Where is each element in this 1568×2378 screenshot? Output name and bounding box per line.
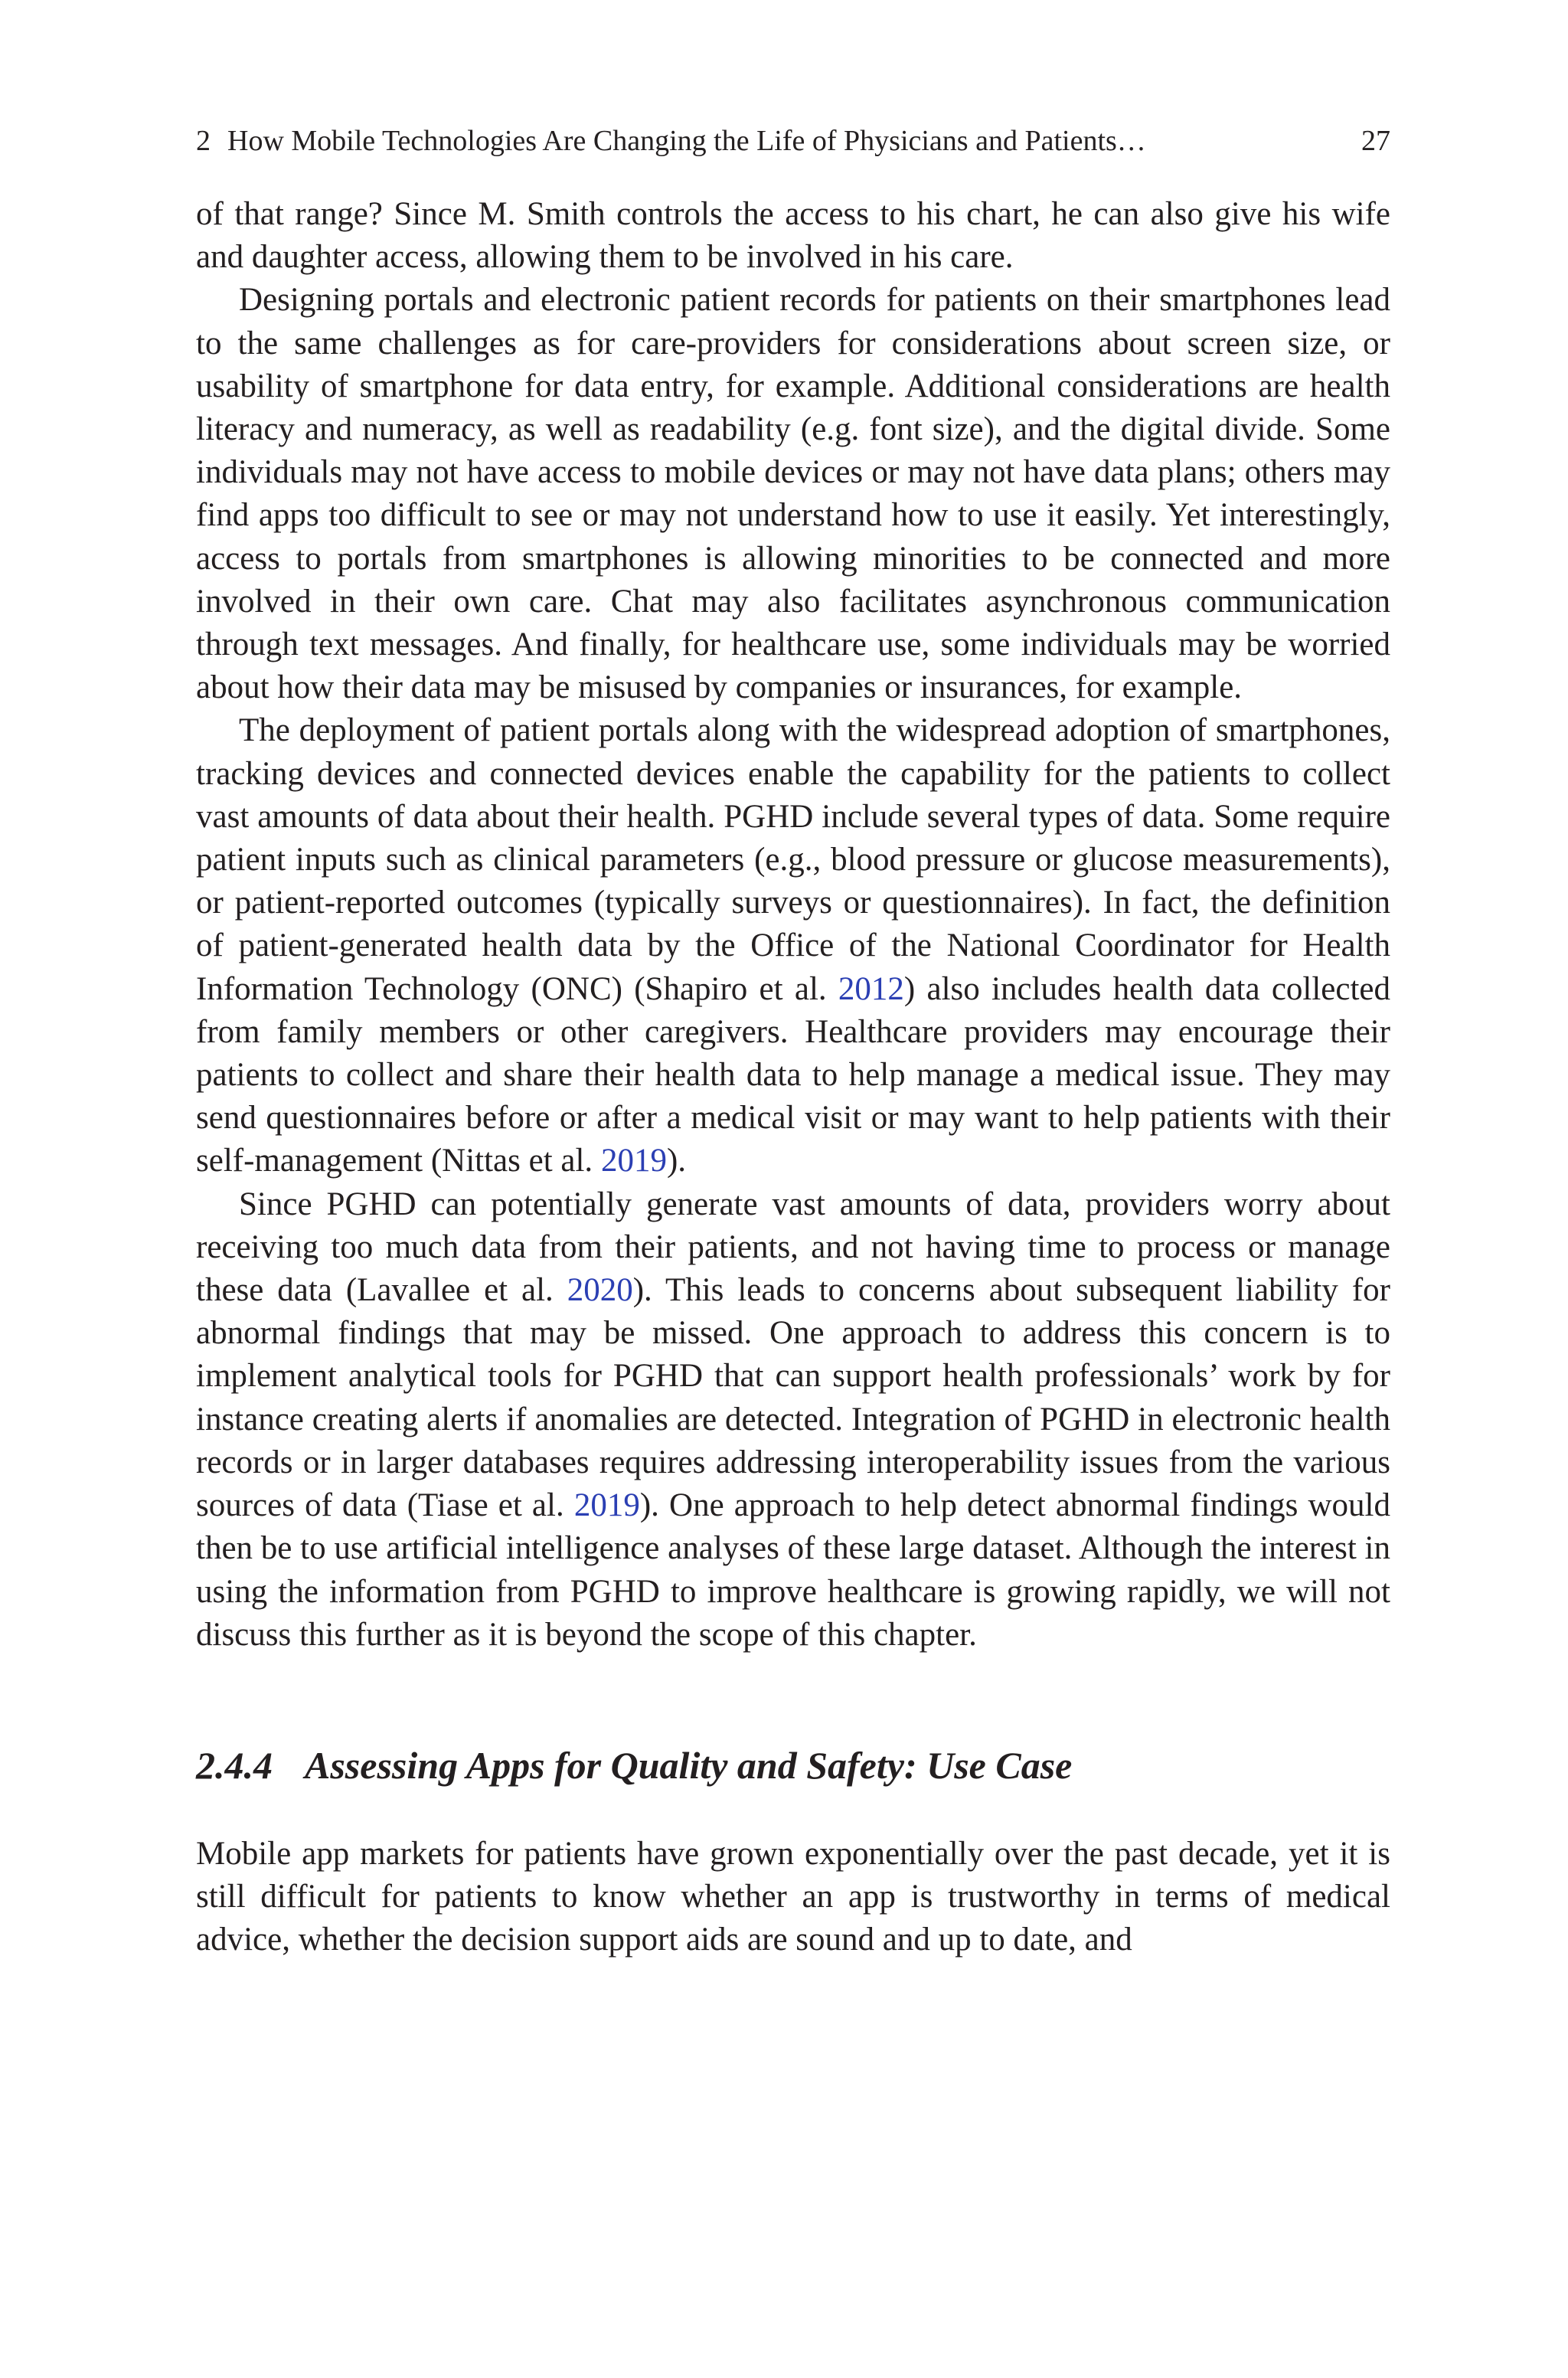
section-heading [196, 1741, 1390, 1790]
section-title: Assessing Apps for Quality and Safety: Use Case [305, 1743, 1073, 1787]
citation-link-shapiro-2012[interactable]: 2012 [838, 970, 904, 1007]
text-segment: ) also includes health data collected from family members or other caregivers. Healthcare providers may encourage their patients to collect and share their health data to help manage a medical issue. They may send questionnaires before or after a medical visit or may want to help patients with their self-management (Nittas et al. [196, 970, 1390, 1179]
chapter-number: 2 [196, 125, 211, 157]
running-head [196, 123, 1390, 159]
text-segment: ). One approach to help detect abnormal findings would then be to use artificial intelligence analyses of these large dataset. Although the interest in using the information from PGHD to improve healthcare is growing rapidly, we will not discuss this further as it is beyond the scope of this chapter. [196, 1487, 1390, 1653]
citation-link-lavallee-2020[interactable]: 2020 [567, 1272, 633, 1309]
paragraph-portals-design: Designing portals and electronic patient records for patients on their smartphones lead to the same challenges as for care-providers for considerations about screen size, or usability of smartphone for data entry, for example. Additional considerations are health literacy and numeracy, as well as readability (e.g. font size), and the digital divide. Some individuals may not have access to mobile devices or may not have data plans; others may find apps too difficult to see or may not understand how to use it easily. Yet interestingly, access to portals from smartphones is allowing minorities to be connected and more involved in their own care. Chat may also facilitates asynchronous communication through text messages. And finally, for healthcare use, some individuals may be worried about how their data may be misused by companies or insurances, for example. [196, 282, 1390, 706]
paragraph-pghd-deployment [196, 709, 1390, 1182]
citation-link-nittas-2019[interactable]: 2019 [600, 1143, 667, 1179]
text-segment: The deployment of patient portals along with the widespread adoption of smartphones, tracking devices and connected devices enable the capability for the patients to collect vast amounts of data about their health. PGHD include several types of data. Some require patient inputs such as clinical parameters (e.g., blood pressure or glucose measurements), or patient-reported outcomes (typically surveys or questionnaires). In fact, the definition of patient-generated health data by the Office of the National Coordinator for Health Information Technology (ONC) (Shapiro et al. [196, 712, 1390, 1007]
page [196, 123, 1390, 1962]
paragraph-pghd-concerns [196, 1183, 1390, 1657]
text-segment: ). This leads to concerns about subsequent liability for abnormal findings that may be missed. One approach to address this concern is to implement analytical tools for PGHD that can support health professionals’ work by for instance creating alerts if anomalies are detected. Integration of PGHD in electronic health records or in larger databases requires addressing interoperability issues from the various sources of data (Tiase et al. [196, 1272, 1390, 1524]
page-number: 27 [1361, 125, 1390, 157]
text-segment: Since PGHD can potentially generate vast amounts of data, providers worry about receiving too much data from their patients, and not having time to process or manage these data (Lavallee et al. [196, 1186, 1390, 1309]
text-segment: ). [666, 1143, 687, 1179]
paragraph-continuation: of that range? Since M. Smith controls the access to his chart, he can also give his wife and daughter access, allowing them to be involved in his care. [196, 196, 1390, 276]
running-head-left [196, 123, 1146, 159]
chapter-title: How Mobile Technologies Are Changing the Life of Physicians and Patients… [227, 125, 1146, 157]
citation-link-tiase-2019[interactable]: 2019 [573, 1487, 640, 1524]
section-number: 2.4.4 [196, 1743, 273, 1787]
paragraph-app-markets: Mobile app markets for patients have grown exponentially over the past decade, yet it is still difficult for patients to know whether an app is trustworthy in terms of medical advice, whether the decision support aids are sound and up to date, and [196, 1835, 1390, 1958]
